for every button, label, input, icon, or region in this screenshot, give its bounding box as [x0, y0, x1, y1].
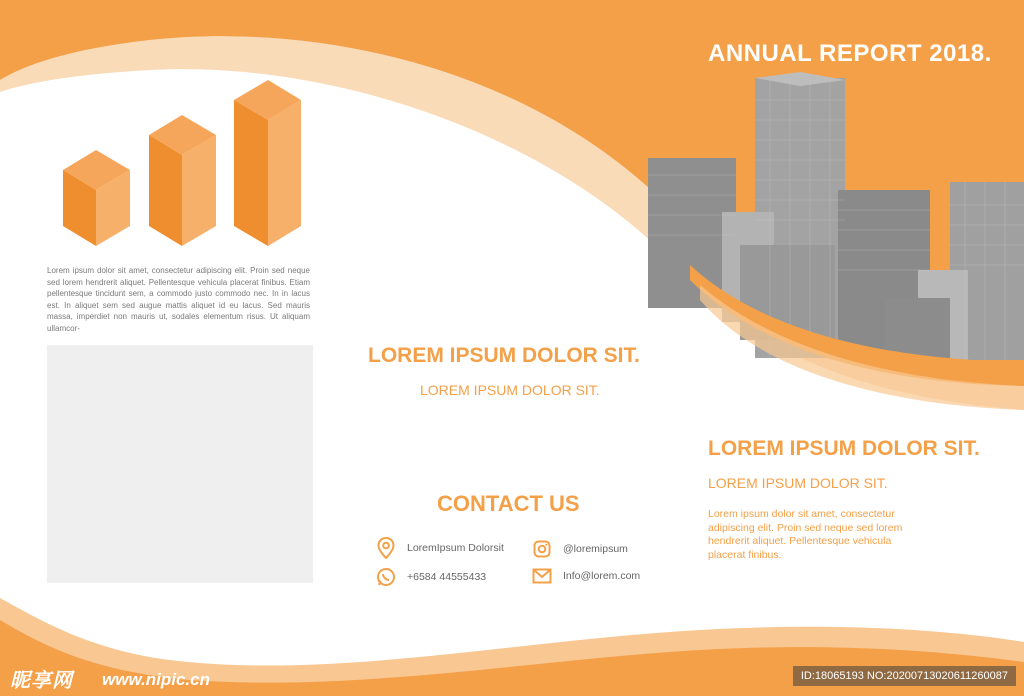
contact-phone [375, 566, 486, 588]
location-pin-icon [375, 537, 397, 559]
bar-chart-illustration [63, 80, 301, 246]
right-paragraph: Lorem ipsum dolor sit amet, consectetur adipiscing elit. Proin sed neque sed lorem hendrerit aliquet. Pellentesque vehicula placerat finibus. [708, 508, 903, 561]
contact-address [375, 537, 504, 559]
instagram-text: @loremipsum [563, 543, 628, 555]
contact-title: CONTACT US [437, 491, 580, 516]
phone-text: +6584 44555433 [407, 571, 487, 583]
email-text: Info@lorem.com [563, 570, 641, 582]
mail-icon [531, 565, 553, 587]
watermark-id: ID:18065193 NO:20200713020611260087 [793, 666, 1016, 686]
watermark-url: www.nipic.cn [102, 670, 210, 689]
image-placeholder [47, 345, 313, 583]
left-paragraph: Lorem ipsum dolor sit amet, consectetur adipiscing elit. Proin sed neque sed lorem hendrerit aliquet. Pellentesque vehicula placerat finibus. Etiam pellentesque tincidunt sem, a commodo justo commodo nec. In in lacus est. In aliquet sem sed augue mattis aliquet id eu lacus. Sed mauris massa, imperdiet non mauris ut, sodales elementum risus. Ut aliquam ullamcor- [47, 266, 310, 333]
right-subheading: LOREM IPSUM DOLOR SIT. [708, 475, 888, 491]
whatsapp-icon [375, 566, 397, 588]
watermark-brand: 昵享网 [10, 670, 73, 692]
middle-subheading: LOREM IPSUM DOLOR SIT. [420, 382, 600, 398]
cover-title: ANNUAL REPORT 2018. [708, 40, 992, 67]
middle-heading: LOREM IPSUM DOLOR SIT. [368, 344, 640, 367]
contact-instagram [531, 538, 628, 560]
right-heading: LOREM IPSUM DOLOR SIT. [708, 437, 980, 460]
instagram-icon [531, 538, 553, 560]
address-text: LoremIpsum Dolorsit [407, 542, 504, 554]
contact-email [531, 565, 640, 587]
